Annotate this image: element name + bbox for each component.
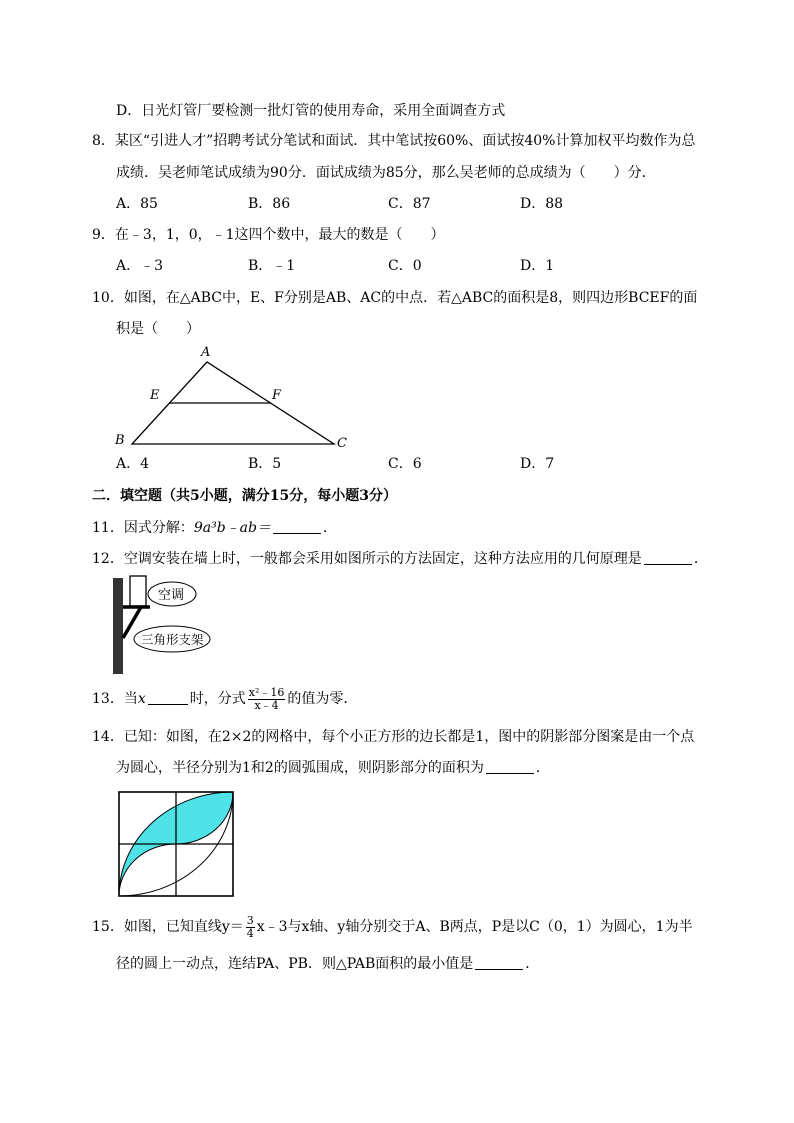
label-e: E xyxy=(150,388,160,403)
q7-option-d: D．日光灯管厂要检测一批灯管的使用寿命，采用全面调查方式 xyxy=(116,103,506,119)
q14-suffix: ． xyxy=(535,760,550,776)
q10-triangle-figure xyxy=(112,342,352,452)
q15-stem-line2 xyxy=(116,954,539,974)
q10-options xyxy=(116,454,676,474)
q14-stem-line2 xyxy=(116,758,550,778)
q13-prefix: 13．当 xyxy=(92,691,138,707)
q14-text: 为圆心，半径分别为1和2的圆弧围成，则阴影部分的面积为 xyxy=(116,760,484,776)
q8-options xyxy=(116,194,676,214)
q12-suffix: ． xyxy=(693,551,708,567)
q10-stem-line1: 10．如图，在△ABC中，E、F分别是AB、AC的中点．若△ABC的面积是8，则四边形BCEF的面 xyxy=(92,290,698,306)
q15-mid: x﹣3与x轴、y轴分别交于A、B两点，P是以C（0，1）为圆心，1为半 xyxy=(256,919,693,935)
aircon-unit xyxy=(130,576,146,606)
q11-suffix: ． xyxy=(322,520,337,536)
q13-fraction xyxy=(248,687,286,712)
q15-fraction xyxy=(246,915,255,940)
q12-stem xyxy=(92,549,708,569)
q15-suffix: ． xyxy=(525,956,540,972)
q11-answer-blank xyxy=(273,519,321,534)
q13-mid: 时，分式 xyxy=(189,691,246,707)
q15-frac-num: 3 xyxy=(246,913,254,927)
q8-stem-line2: 成绩．吴老师笔试成绩为90分．面试成绩为85分，那么吴老师的总成绩为（ ）分． xyxy=(116,165,656,181)
q15-answer-blank xyxy=(475,955,523,970)
q13-answer-blank xyxy=(148,690,188,705)
q9-option-b: B．﹣1 xyxy=(248,258,296,274)
section-title-fill-in: 二．填空题（共5小题，满分15分，每小题3分） xyxy=(92,488,397,504)
q10-option-d: D．7 xyxy=(520,456,555,472)
q14-answer-blank xyxy=(486,759,534,774)
label-c: C xyxy=(337,436,347,451)
q15-text: 径的圆上一动点，连结PA、PB．则△PAB面积的最小值是 xyxy=(116,956,474,972)
q13-denominator: x﹣4 xyxy=(254,698,279,712)
q8-option-c: C．87 xyxy=(388,196,431,212)
q9-option-c: C．0 xyxy=(388,258,422,274)
label-f: F xyxy=(272,388,282,403)
q10-option-a: A．4 xyxy=(116,456,150,472)
q12-aircon-figure xyxy=(110,574,218,676)
q8-option-d: D．88 xyxy=(520,196,564,212)
q13-numerator: x²﹣16 xyxy=(248,685,285,699)
label-a: A xyxy=(201,345,211,360)
q8-stem-line1: 8．某区“引进人才”招聘考试分笔试和面试．其中笔试按60%、面试按40%计算加权平均数作为总 xyxy=(92,133,696,149)
q11-prefix: 11．因式分解： xyxy=(92,520,194,536)
wall xyxy=(113,578,123,674)
q15-prefix: 15．如图，已知直线y＝ xyxy=(92,919,244,935)
q10-stem-line2: 积是（ ） xyxy=(116,321,200,337)
q14-grid-figure xyxy=(117,790,237,898)
q11-stem xyxy=(92,518,337,538)
q8-option-a: A．85 xyxy=(116,196,158,212)
q13-suffix: 的值为零． xyxy=(287,691,358,707)
q11-expression: 9a³b﹣ab＝ xyxy=(193,520,271,536)
q9-options xyxy=(116,256,676,276)
q9-option-a: A．﹣3 xyxy=(116,258,164,274)
q10-option-b: B．5 xyxy=(248,456,282,472)
aircon-label: 空调 xyxy=(158,587,185,602)
q12-answer-blank xyxy=(644,550,692,565)
q13-variable: x xyxy=(137,691,146,707)
q10-option-c: C．6 xyxy=(388,456,422,472)
label-b: B xyxy=(115,433,125,448)
q15-stem-line1 xyxy=(92,914,693,940)
q13-stem xyxy=(92,686,357,712)
q9-stem: 9．在﹣3，1，0，﹣1这四个数中，最大的数是（ ） xyxy=(92,227,445,243)
bracket-label: 三角形支架 xyxy=(141,633,204,647)
q9-option-d: D．1 xyxy=(520,258,555,274)
q14-stem-line1: 14．已知：如图，在2×2的网格中，每个小正方形的边长都是1，图中的阴影部分图案是由一个点 xyxy=(92,729,695,745)
q15-frac-den: 4 xyxy=(246,926,254,940)
q8-option-b: B．86 xyxy=(248,196,291,212)
q12-text: 12．空调安装在墙上时，一般都会采用如图所示的方法固定，这种方法应用的几何原理是 xyxy=(92,551,642,567)
